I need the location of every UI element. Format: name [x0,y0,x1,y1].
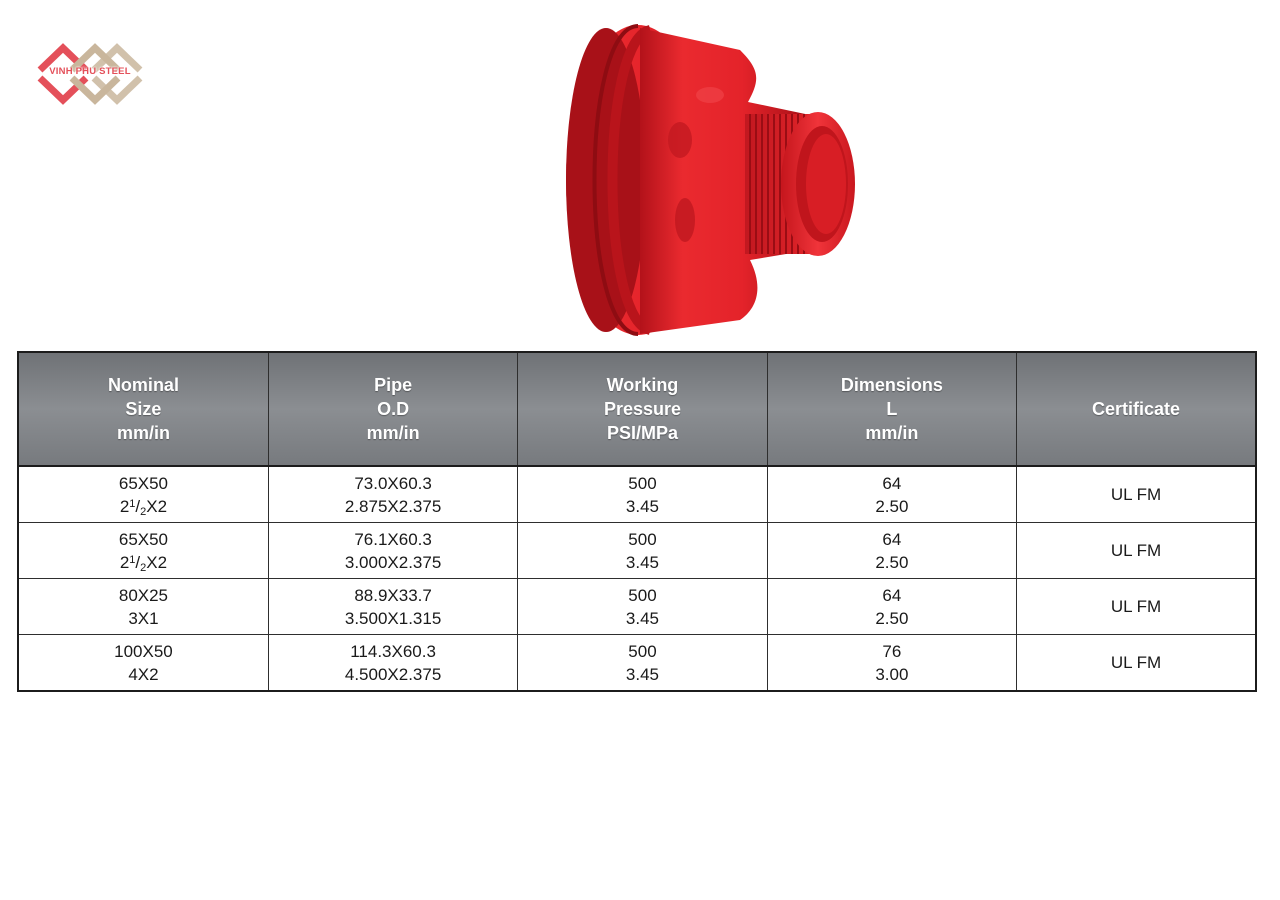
cell-dimension-l: 64 2.50 [767,579,1016,635]
cell-certificate: UL FM [1017,635,1256,692]
header-nominal-size: Nominal Size mm/in [18,352,268,466]
cell-nominal-size: 65X50 $2^1/_2X2$ [18,466,268,523]
cell-pipe-od: 76.1X60.3 3.000X2.375 [268,523,517,579]
cell-pipe-od: 114.3X60.3 4.500X2.375 [268,635,517,692]
cell-nominal-size: 100X50 4X2 [18,635,268,692]
cell-pipe-od: 88.9X33.7 3.500X1.315 [268,579,517,635]
reducer-fitting-icon [560,20,860,345]
product-image [560,20,860,345]
header-pipe-od: Pipe O.D mm/in [268,352,517,466]
cell-working-pressure: 500 3.45 [518,579,767,635]
table-header-row [18,352,1256,466]
cell-certificate: UL FM [1017,579,1256,635]
table-row [18,635,1256,692]
cell-certificate: UL FM [1017,523,1256,579]
cell-pipe-od: 73.0X60.3 2.875X2.375 [268,466,517,523]
cell-working-pressure: 500 3.45 [518,523,767,579]
table-row [18,523,1256,579]
vinh-phu-steel-logo [36,40,144,108]
cell-dimension-l: 64 2.50 [767,466,1016,523]
cell-working-pressure: 500 3.45 [518,466,767,523]
spec-table [17,351,1257,692]
table-row [18,579,1256,635]
cell-working-pressure: 500 3.45 [518,635,767,692]
header-working-pressure: Working Pressure PSI/MPa [518,352,767,466]
cell-nominal-size: 65X50 $2^1/_2X2$ [18,523,268,579]
cell-certificate: UL FM [1017,466,1256,523]
header-certificate: Certificate [1017,352,1256,466]
header-dimensions-l: Dimensions L mm/in [767,352,1016,466]
cell-nominal-size: 80X25 3X1 [18,579,268,635]
cell-dimension-l: 64 2.50 [767,523,1016,579]
logo-text: VINH PHU STEEL [49,66,131,77]
table-row [18,466,1256,523]
cell-dimension-l: 76 3.00 [767,635,1016,692]
